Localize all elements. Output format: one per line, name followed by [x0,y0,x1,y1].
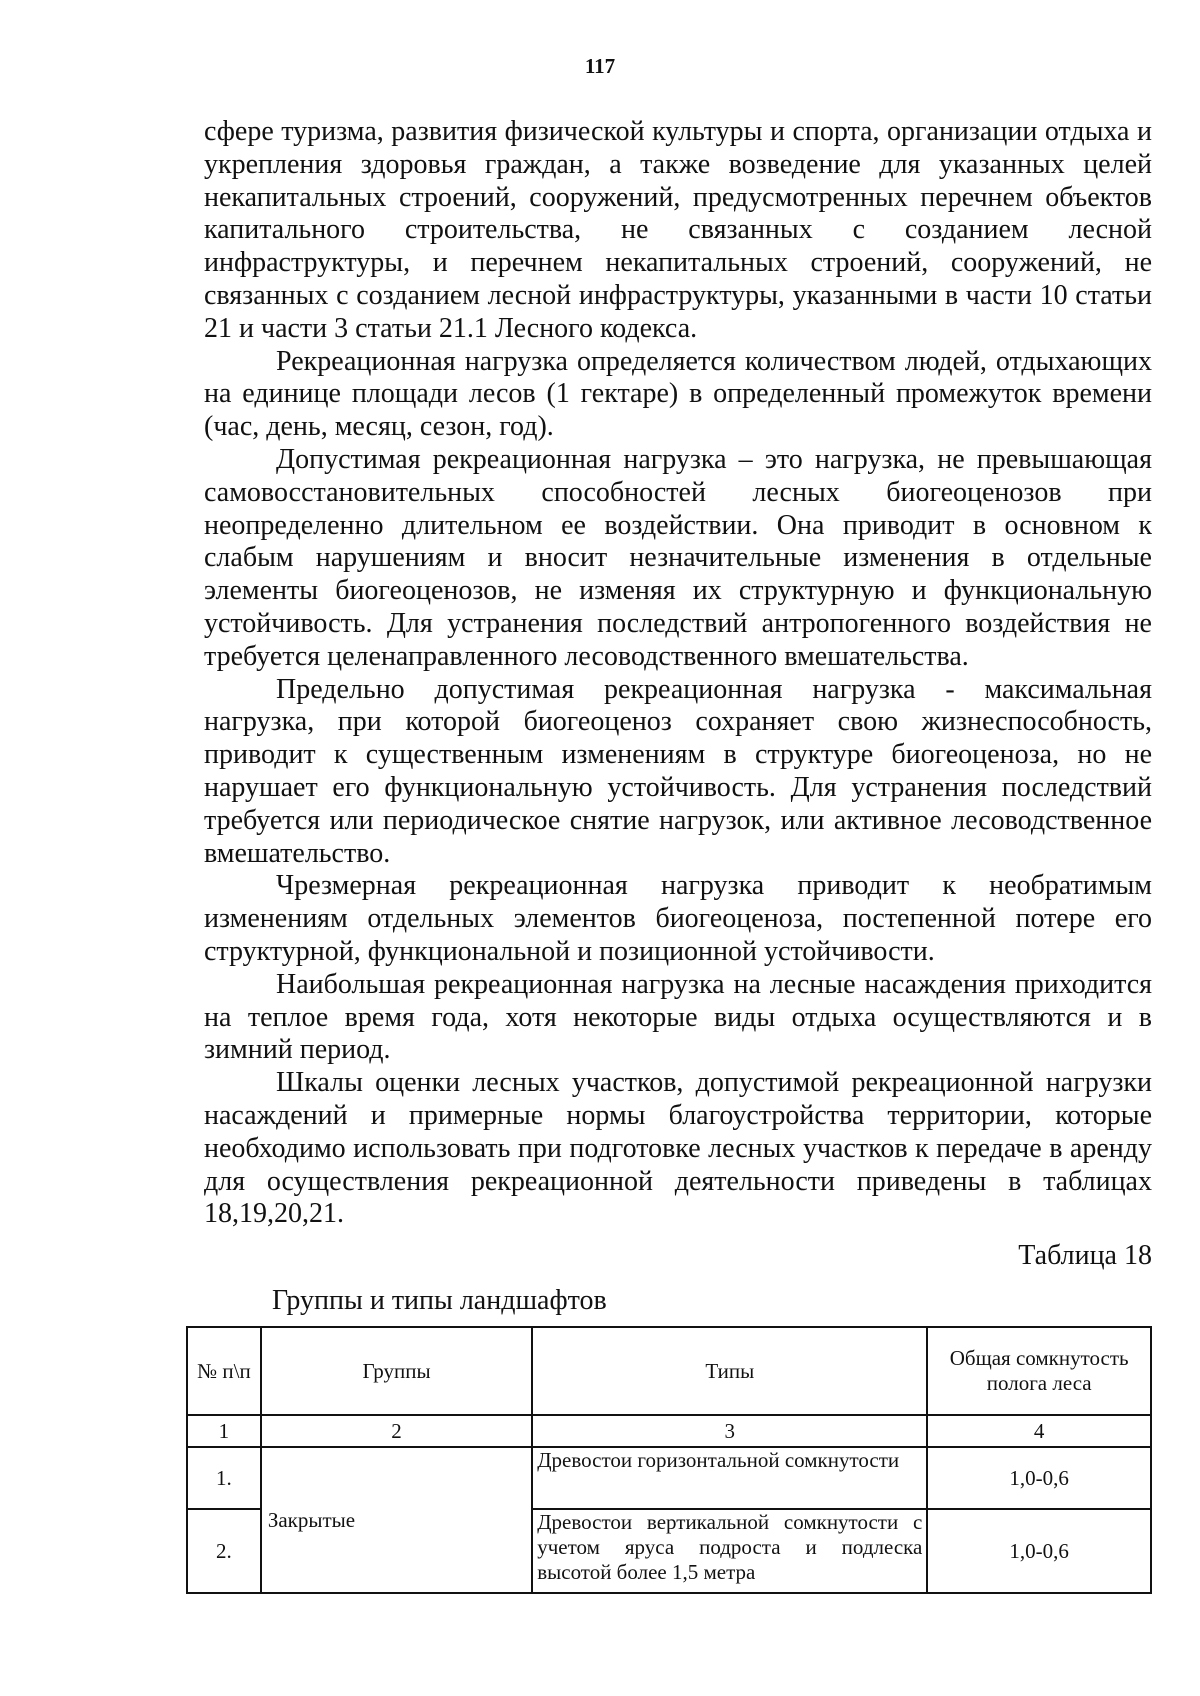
column-number: 1 [187,1415,261,1447]
paragraph-excessive-load: Чрезмерная рекреационная нагрузка приводит к необратимым изменениям отдельных элементов биогеоценоза, постепенной потере его структурной, функциональной и позиционной устойчивости. [204,870,1152,967]
paragraph-max-allowable-load: Предельно допустимая рекреационная нагрузка - максимальная нагрузка, при которой биогеоценоз сохраняет свою жизнеспособность, приводит к существенным изменениям в структуре биогеоценоза, но не нарушает его функциональную устойчивость. Для устранения последствий требуется или периодическое снятие нагрузок, или активное лесоводственное вмешательство. [204,673,1152,869]
type-cell: Древостои вертикальной сомкнутости с учетом яруса подроста и подлеска высотой более 1,5 метра [532,1509,927,1593]
table-title: Группы и типы ландшафтов [272,1285,607,1316]
table-caption: Таблица 18 [1018,1240,1152,1271]
column-number: 2 [261,1415,532,1447]
paragraph-seasonal-load: Наибольшая рекреационная нагрузка на лесные насаждения приходится на теплое время года, хотя некоторые виды отдыха осуществляются и в зимний период. [204,968,1152,1066]
paragraph-assessment-scales: Шкалы оценки лесных участков, допустимой рекреационной нагрузки насаждений и примерные нормы благоустройства территории, которые необходимо использовать при подготовке лесных участков к передаче в аренду для осуществления рекреационной деятельности приведены в таблицах 18,19,20,21. [204,1067,1152,1230]
closure-cell: 1,0-0,6 [927,1447,1151,1509]
type-cell: Древостои горизонтальной сомкнутости [532,1447,927,1509]
body-text [204,116,1152,1231]
header-number: № п\п [187,1327,261,1415]
table-header-row [187,1327,1151,1415]
table-row [187,1447,1151,1509]
header-groups: Группы [261,1327,532,1415]
row-number: 1. [187,1447,261,1509]
group-cell: Закрытые [261,1447,532,1593]
header-types: Типы [532,1327,927,1415]
column-number: 3 [532,1415,927,1447]
column-number: 4 [927,1415,1151,1447]
paragraph-continuation: сфере туризма, развития физической культуры и спорта, организации отдыха и укрепления здоровья граждан, а также возведение для указанных целей некапитальных строений, сооружений, предусмотренных перечнем объектов капитального строительства, не связанных с созданием лесной инфраструктуры, и перечнем некапитальных строений, сооружений, не связанных с созданием лесной инфраструктуры, указанными в части 10 статьи 21 и части 3 статьи 21.1 Лесного кодекса. [204,116,1152,344]
paragraph-recreational-load: Рекреационная нагрузка определяется количеством людей, отдыхающих на единице площади лесов (1 гектаре) в определенный промежуток времени (час, день, месяц, сезон, год). [204,345,1152,443]
landscape-groups-table [186,1326,1152,1594]
row-number: 2. [187,1509,261,1593]
closure-cell: 1,0-0,6 [927,1509,1151,1593]
paragraph-allowable-load: Допустимая рекреационная нагрузка – это нагрузка, не превышающая самовосстановительных способностей лесных биогеоценозов при неопределенно длительном ее воздействии. Она приводит в основном к слабым нарушениям и вносит незначительные изменения в отдельные элементы биогеоценозов, не изменяя их структурную и функциональную устойчивость. Для устранения последствий антропогенного воздействия не требуется целенаправленного лесоводственного вмешательства. [204,443,1152,672]
header-canopy-closure: Общая сомкнутость полога леса [927,1327,1151,1415]
page-number: 117 [584,54,616,78]
column-number-row [187,1415,1151,1447]
